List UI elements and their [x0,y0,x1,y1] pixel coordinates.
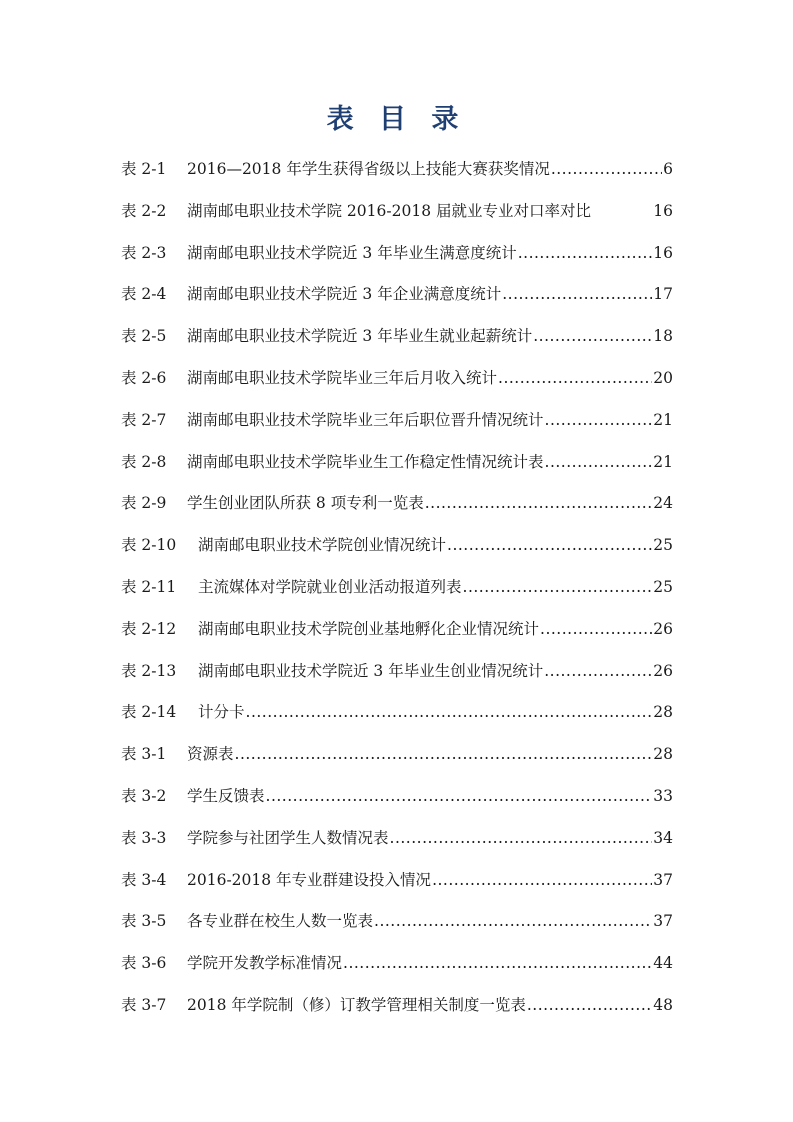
toc-entry-title: 2016-2018 年专业群建设投入情况 [187,870,432,889]
toc-leader-dots [527,985,652,1027]
toc-entry-number: 表 3-7 [121,995,167,1014]
toc-entry-number: 表 3-1 [121,745,167,764]
toc-entry-page: 16 [653,201,673,220]
toc-leader-dots [266,776,653,818]
toc-entry[interactable] [121,651,673,693]
toc-entry[interactable] [121,609,673,651]
toc-entry[interactable] [121,860,673,902]
toc-entry-number: 表 2-12 [121,619,177,638]
toc-leader-dots [463,567,653,609]
toc-entry-title: 湖南邮电职业技术学院毕业生工作稳定性情况统计表 [187,452,544,471]
toc-entry-page: 37 [653,870,673,889]
toc-entry-page: 18 [653,327,673,346]
toc-entry-page: 21 [653,410,673,429]
toc-entry-page: 20 [653,368,673,387]
toc-leader-dots [343,943,652,985]
toc-entry[interactable] [121,692,673,734]
toc-entry-number: 表 2-7 [121,410,167,429]
toc-entry-number: 表 2-4 [121,285,167,304]
toc-entry-number: 表 2-8 [121,452,167,471]
toc-entry-number: 表 2-1 [121,160,167,178]
toc-entry-title: 学生反馈表 [187,786,265,805]
toc-entry[interactable] [121,483,673,525]
toc-entry-number: 表 2-5 [121,327,167,346]
toc-leader-dots [235,734,653,776]
toc-entry-number: 表 2-11 [121,577,177,596]
toc-entry-title: 湖南邮电职业技术学院近 3 年毕业生就业起薪统计 [187,327,533,346]
toc-entry-page: 37 [653,912,673,931]
toc-entry-number: 表 3-6 [121,954,167,973]
toc-leader-dots [545,400,653,442]
toc-entry[interactable] [121,358,673,400]
toc-entry-page: 17 [653,285,673,304]
toc-entry[interactable] [121,316,673,358]
toc-leader-dots [518,233,653,275]
toc-entry-title: 湖南邮电职业技术学院 2016-2018 届就业专业对口率对比 [187,201,591,220]
toc-leader-dots [498,358,652,400]
toc-entry-number: 表 3-3 [121,828,167,847]
toc-entry-page: 26 [653,661,673,680]
toc-entry-title: 湖南邮电职业技术学院近 3 年毕业生满意度统计 [187,243,517,262]
toc-entry-number: 表 2-3 [121,243,167,262]
toc-entry-page: 6 [663,160,673,178]
toc-entry-number: 表 2-6 [121,368,167,387]
toc-entry-title: 湖南邮电职业技术学院毕业三年后月收入统计 [187,368,498,387]
toc-entry[interactable] [121,818,673,860]
toc-entry[interactable] [121,233,673,275]
toc-entry-title: 资源表 [187,745,234,764]
toc-entry-page: 21 [653,452,673,471]
toc-entry-title: 湖南邮电职业技术学院创业情况统计 [198,536,447,555]
toc-entry-title: 湖南邮电职业技术学院近 3 年企业满意度统计 [187,285,502,304]
toc-entry-page: 26 [653,619,673,638]
toc-entry[interactable] [121,525,673,567]
page-title: 表 目 录 [326,104,467,135]
toc-entry-title: 学院参与社团学生人数情况表 [187,828,389,847]
toc-leader-dots [533,316,652,358]
toc-entry-page: 28 [653,703,673,722]
toc-entry-title: 湖南邮电职业技术学院毕业三年后职位晋升情况统计 [187,410,544,429]
toc-entry-number: 表 2-13 [121,661,177,680]
toc-entry-title: 2016—2018 年学生获得省级以上技能大赛获奖情况 [187,160,550,178]
toc-leader-dots [432,860,652,902]
toc-entry-title: 湖南邮电职业技术学院近 3 年毕业生创业情况统计 [198,661,544,680]
toc-entry-title: 2018 年学院制（修）订教学管理相关制度一览表 [187,995,526,1014]
toc-leader-dots [540,609,652,651]
toc-entry[interactable] [121,191,673,233]
toc-entry-number: 表 3-4 [121,870,167,889]
toc-leader-dots [390,818,653,860]
toc-leader-dots [551,149,662,191]
toc-entry-number: 表 3-2 [121,786,167,805]
toc-entry-page: 25 [653,577,673,596]
toc-leader-dots [544,651,652,693]
toc-entry-number: 表 2-14 [121,703,177,722]
toc-entry-title: 学院开发教学标准情况 [187,954,343,973]
toc-leader-dots [502,274,652,316]
toc-entry[interactable] [121,985,673,1027]
toc-entry-page: 25 [653,536,673,555]
toc-entry-title: 计分卡 [198,703,245,722]
toc-entry-page: 44 [653,954,673,973]
toc-entry[interactable] [121,442,673,484]
toc-entry-page: 34 [653,828,673,847]
toc-entry[interactable] [121,274,673,316]
toc-entry-title: 主流媒体对学院就业创业活动报道列表 [198,577,462,596]
toc-entry-number: 表 3-5 [121,912,167,931]
toc-entry[interactable] [121,567,673,609]
toc-leader-dots [447,525,652,567]
toc-entry[interactable] [121,901,673,943]
toc-entry-number: 表 2-10 [121,536,177,555]
table-of-contents [121,149,673,1027]
toc-entry[interactable] [121,149,673,191]
toc-entry[interactable] [121,776,673,818]
toc-leader-dots [545,442,653,484]
toc-entry[interactable] [121,734,673,776]
toc-leader-dots [246,692,653,734]
toc-entry-number: 表 2-2 [121,201,167,220]
toc-entry-number: 表 2-9 [121,494,167,513]
toc-entry-page: 33 [653,786,673,805]
toc-entry[interactable] [121,400,673,442]
toc-entry-title: 湖南邮电职业技术学院创业基地孵化企业情况统计 [198,619,540,638]
toc-entry[interactable] [121,943,673,985]
toc-entry-page: 28 [653,745,673,764]
toc-entry-page: 24 [653,494,673,513]
toc-entry-page: 48 [653,995,673,1014]
toc-entry-title: 学生创业团队所获 8 项专利一览表 [187,494,424,513]
toc-leader-dots [374,901,652,943]
toc-entry-page: 16 [653,243,673,262]
toc-entry-title: 各专业群在校生人数一览表 [187,912,374,931]
toc-leader-dots [425,483,653,525]
